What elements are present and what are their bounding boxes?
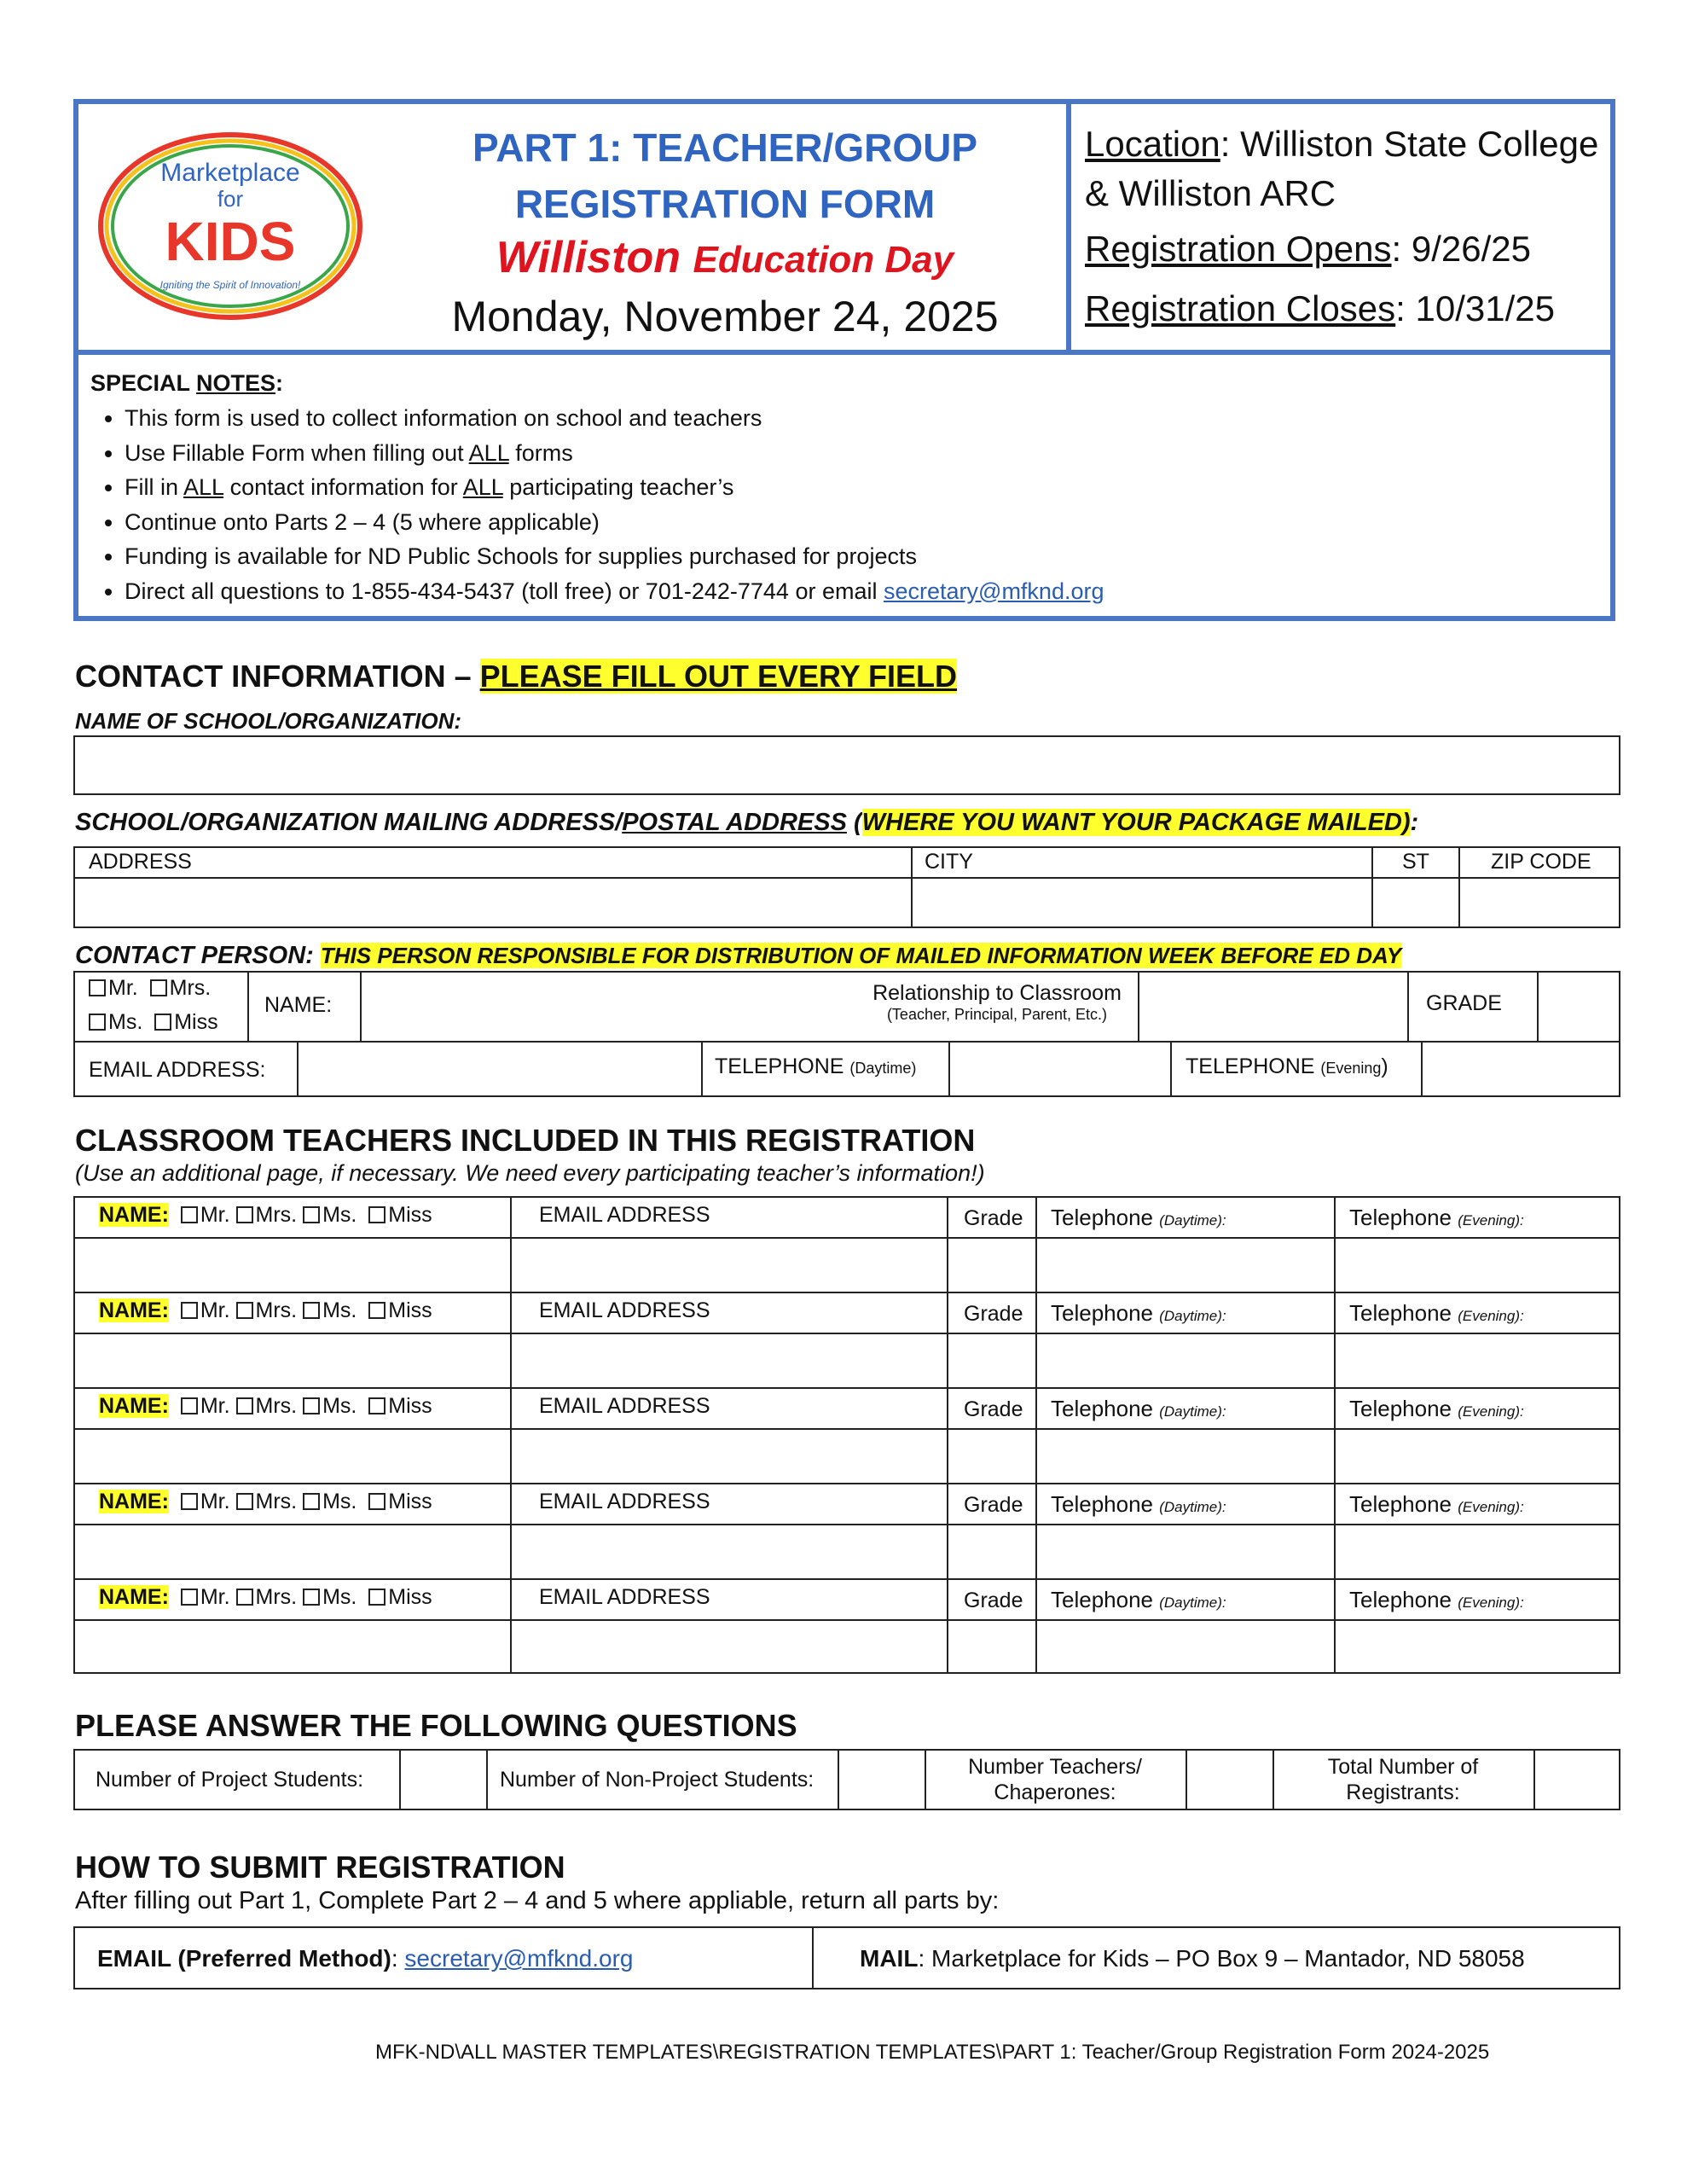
- teacher-grade-label: Grade: [964, 1589, 1023, 1612]
- miss-label: Miss: [388, 1394, 432, 1418]
- teacher-name-label: NAME:: [99, 1585, 169, 1609]
- teacher-email-label: EMAIL ADDRESS: [539, 1585, 710, 1609]
- email-label: EMAIL ADDRESS:: [89, 1058, 266, 1082]
- teacher-name-field[interactable]: [75, 1239, 508, 1292]
- grade-label: GRADE: [1426, 991, 1502, 1015]
- note-item: [125, 505, 1104, 540]
- tel-day-note: (Daytime):: [1159, 1403, 1226, 1420]
- mr-label: Mr.: [200, 1585, 230, 1609]
- notes-heading-b: NOTES: [196, 370, 276, 396]
- address-field[interactable]: [75, 879, 909, 926]
- teacher-email-field[interactable]: [512, 1334, 945, 1387]
- miss-checkbox[interactable]: [368, 1206, 386, 1223]
- submit-sub: After filling out Part 1, Complete Part 2 – 4 and 5 where appliable, return all parts by:: [75, 1887, 1000, 1914]
- location: [1085, 119, 1605, 218]
- registration-opens: [1085, 229, 1531, 270]
- teacher-name-header: [99, 1490, 432, 1514]
- logo-line3: KIDS: [165, 211, 296, 272]
- notes-heading-a: SPECIAL: [90, 370, 197, 396]
- event-date: Monday, November 24, 2025: [451, 293, 999, 340]
- title-line2: REGISTRATION FORM: [514, 182, 936, 226]
- miss-label: Miss: [174, 1010, 218, 1034]
- mr-checkbox[interactable]: [181, 1397, 198, 1414]
- email-colon: :: [391, 1945, 405, 1972]
- teachers-heading: CLASSROOM TEACHERS INCLUDED IN THIS REGISTRATION: [75, 1123, 976, 1158]
- teacher-tel-eve-label: [1349, 1587, 1524, 1613]
- teacher-row: [75, 1484, 1619, 1580]
- teacher-name-label: NAME:: [99, 1298, 169, 1322]
- logo-line2: for: [217, 186, 244, 212]
- teacher-tel-day-label: [1051, 1205, 1226, 1231]
- closes-value: : 10/31/25: [1395, 288, 1555, 328]
- questions-heading: PLEASE ANSWER THE FOLLOWING QUESTIONS: [75, 1708, 797, 1743]
- miss-checkbox[interactable]: [154, 1014, 171, 1031]
- teacher-tel-day-label: [1051, 1491, 1226, 1518]
- mail-label: MAIL: [860, 1945, 919, 1972]
- tel-day-label: [715, 1054, 916, 1079]
- mr-checkbox[interactable]: [181, 1302, 198, 1319]
- teacher-name-field[interactable]: [75, 1525, 508, 1578]
- ms-checkbox[interactable]: [303, 1493, 320, 1510]
- ms-checkbox[interactable]: [303, 1206, 320, 1223]
- q4-line2: Registrants:: [1346, 1780, 1460, 1804]
- mr-checkbox[interactable]: [181, 1493, 198, 1510]
- teacher-name-header: [99, 1585, 432, 1610]
- contact-person-highlight: THIS PERSON RESPONSIBLE FOR DISTRIBUTION OF MAILED INFORMATION WEEK BEFORE ED DAY: [320, 943, 1402, 968]
- mr-label: Mr.: [200, 1203, 230, 1227]
- tel-text: Telephone: [1051, 1491, 1160, 1517]
- salutation-row2: [89, 1010, 218, 1035]
- mr-checkbox[interactable]: [181, 1206, 198, 1223]
- teacher-tel-day-label: [1051, 1587, 1226, 1613]
- mrs-label: Mrs.: [255, 1203, 298, 1227]
- note-item: [125, 401, 1104, 436]
- teacher-tel-day-field[interactable]: [1037, 1239, 1332, 1292]
- special-notes-list: [85, 401, 1104, 608]
- tel-day-note: (Daytime):: [1159, 1212, 1226, 1228]
- q-teachers-chaperones: [925, 1754, 1186, 1805]
- relationship-sub: (Teacher, Principal, Parent, Etc.): [886, 1006, 1108, 1023]
- zip-col: ZIP CODE: [1491, 850, 1591, 874]
- tel-eve-label: [1186, 1054, 1388, 1079]
- logo-line1: Marketplace: [160, 159, 300, 187]
- mailing-address-label: [75, 809, 1418, 837]
- tel-text: Telephone: [1349, 1300, 1458, 1326]
- q3-line1: Number Teachers/: [968, 1755, 1142, 1779]
- teacher-name-header: [99, 1203, 432, 1228]
- note-text: ALL: [462, 474, 503, 500]
- tel-eve-note: (Evening: [1320, 1060, 1382, 1077]
- contact-heading-text: CONTACT INFORMATION –: [75, 659, 480, 694]
- header-divider: [1066, 99, 1071, 355]
- teacher-row: [75, 1198, 1619, 1293]
- teacher-grade-field[interactable]: [948, 1525, 1034, 1578]
- mrs-checkbox[interactable]: [236, 1302, 253, 1319]
- tel-day-note: (Daytime):: [1159, 1499, 1226, 1515]
- q-non-project-students: Number of Non-Project Students:: [500, 1768, 815, 1792]
- teacher-tel-eve-field[interactable]: [1336, 1430, 1619, 1483]
- teacher-tel-eve-field[interactable]: [1336, 1239, 1619, 1292]
- mrs-checkbox[interactable]: [236, 1493, 253, 1510]
- miss-checkbox[interactable]: [368, 1397, 386, 1414]
- mr-label: Mr.: [200, 1490, 230, 1513]
- mailing-text: POSTAL ADDRESS: [622, 809, 847, 836]
- marketplace-logo: [94, 128, 367, 324]
- school-name-field[interactable]: [73, 735, 1620, 795]
- teacher-row: [75, 1389, 1619, 1484]
- submit-heading: HOW TO SUBMIT REGISTRATION: [75, 1850, 565, 1885]
- contact-person-label: [75, 942, 1401, 970]
- mrs-checkbox[interactable]: [236, 1206, 253, 1223]
- teacher-row: [75, 1293, 1619, 1389]
- tel-day-note: (Daytime): [849, 1060, 917, 1077]
- submit-table: [73, 1926, 1620, 1989]
- note-item: [125, 539, 1104, 574]
- ms-label: Ms.: [322, 1490, 357, 1513]
- ms-label: Ms.: [322, 1203, 357, 1227]
- city-col: CITY: [925, 850, 973, 874]
- teacher-grade-label: Grade: [964, 1302, 1023, 1326]
- q-project-students: Number of Project Students:: [96, 1768, 364, 1792]
- q4-line1: Total Number of: [1327, 1755, 1479, 1779]
- miss-label: Miss: [388, 1203, 432, 1227]
- note-text: Direct all questions to 1-855-434-5437 (toll free) or 701-242-7744 or email: [125, 578, 884, 604]
- note-text: contact information for: [223, 474, 463, 500]
- note-text: Use Fillable Form when filling out: [125, 439, 469, 466]
- teacher-email-label: EMAIL ADDRESS: [539, 1394, 710, 1418]
- mrs-label: Mrs.: [255, 1585, 298, 1609]
- tel-day-note: (Daytime):: [1159, 1308, 1226, 1324]
- salutation-row1: [89, 976, 211, 1001]
- teacher-name-field[interactable]: [75, 1621, 508, 1674]
- teacher-grade-field[interactable]: [948, 1334, 1034, 1387]
- teacher-tel-day-field[interactable]: [1037, 1621, 1332, 1674]
- tel-eve-note: (Evening):: [1458, 1499, 1524, 1515]
- miss-label: Miss: [388, 1585, 432, 1609]
- tel-text: TELEPHONE: [1186, 1054, 1321, 1078]
- submit-email: [97, 1945, 634, 1972]
- teacher-email-field[interactable]: [512, 1525, 945, 1578]
- teacher-name-header: [99, 1394, 432, 1419]
- tel-eve-close: ): [1381, 1054, 1388, 1078]
- teacher-tel-eve-field[interactable]: [1336, 1334, 1619, 1387]
- relationship-label: [856, 981, 1138, 1024]
- mail-address: : Marketplace for Kids – PO Box 9 – Mantador, ND 58058: [918, 1945, 1525, 1972]
- notes-heading-c: :: [275, 370, 284, 396]
- note-text: forms: [508, 439, 573, 466]
- tel-text: Telephone: [1051, 1587, 1160, 1612]
- contact-person-table: [73, 971, 1620, 1097]
- contact-heading: [75, 659, 957, 694]
- teacher-tel-day-field[interactable]: [1037, 1334, 1332, 1387]
- tel-text: TELEPHONE: [715, 1054, 850, 1078]
- miss-checkbox[interactable]: [368, 1493, 386, 1510]
- title-line1: PART 1: TEACHER/GROUP: [472, 125, 978, 170]
- ms-label: Ms.: [322, 1394, 357, 1418]
- teacher-name-field[interactable]: [75, 1430, 508, 1483]
- mr-checkbox[interactable]: [181, 1589, 198, 1606]
- submit-email-link[interactable]: secretary@mfknd.org: [404, 1945, 634, 1972]
- teacher-tel-eve-label: [1349, 1396, 1524, 1422]
- teacher-grade-label: Grade: [964, 1206, 1023, 1230]
- address-col: ADDRESS: [89, 850, 192, 874]
- teacher-row: [75, 1580, 1619, 1676]
- secretary-email-link[interactable]: secretary@mfknd.org: [884, 578, 1104, 604]
- address-table: [73, 846, 1620, 928]
- contact-email-field[interactable]: [299, 1043, 699, 1095]
- mr-label: Mr.: [200, 1394, 230, 1418]
- mrs-checkbox[interactable]: [150, 979, 167, 996]
- teacher-grade-label: Grade: [964, 1397, 1023, 1421]
- miss-checkbox[interactable]: [368, 1302, 386, 1319]
- ms-label: Ms.: [322, 1298, 357, 1322]
- non-project-students-field[interactable]: [839, 1751, 925, 1809]
- email-method-label: EMAIL (Preferred Method): [97, 1945, 391, 1972]
- q-total-registrants: [1272, 1754, 1533, 1805]
- teacher-tel-day-field[interactable]: [1037, 1430, 1332, 1483]
- submit-mail: [860, 1945, 1525, 1972]
- teacher-grade-field[interactable]: [948, 1621, 1034, 1674]
- tel-eve-field[interactable]: [1423, 1043, 1619, 1095]
- closes-label: Registration Closes: [1085, 288, 1396, 328]
- teacher-email-label: EMAIL ADDRESS: [539, 1490, 710, 1513]
- ms-checkbox[interactable]: [303, 1302, 320, 1319]
- teacher-name-label: NAME:: [99, 1490, 169, 1513]
- mailing-text: SCHOOL/ORGANIZATION MAILING ADDRESS/: [75, 809, 623, 836]
- ms-label: Ms.: [108, 1010, 143, 1034]
- miss-label: Miss: [388, 1298, 432, 1322]
- teacher-email-label: EMAIL ADDRESS: [539, 1298, 710, 1322]
- location-value: : Williston State College & Williston ARC: [1085, 124, 1599, 213]
- ms-checkbox[interactable]: [89, 1014, 106, 1031]
- tel-eve-note: (Evening):: [1458, 1403, 1524, 1420]
- grade-field[interactable]: [1539, 973, 1619, 1039]
- name-label: NAME:: [264, 993, 333, 1017]
- state-col: ST: [1402, 850, 1429, 874]
- mailing-text: (: [846, 809, 862, 836]
- tel-text: Telephone: [1051, 1396, 1160, 1421]
- registration-closes: [1085, 288, 1555, 329]
- project-students-field[interactable]: [401, 1751, 486, 1809]
- q3-line2: Chaperones:: [994, 1780, 1116, 1804]
- mrs-label: Mrs.: [255, 1490, 298, 1513]
- special-notes-heading: [90, 370, 283, 397]
- location-label: Location: [1085, 124, 1220, 164]
- teacher-grade-label: Grade: [964, 1493, 1023, 1517]
- logo-tagline: Igniting the Spirit of Innovation!: [159, 279, 301, 291]
- city-field[interactable]: [913, 879, 1370, 926]
- tel-eve-note: (Evening):: [1458, 1594, 1524, 1611]
- tel-text: Telephone: [1349, 1587, 1458, 1612]
- note-item: [125, 470, 1104, 505]
- teacher-email-label: EMAIL ADDRESS: [539, 1203, 710, 1227]
- teacher-name-label: NAME:: [99, 1394, 169, 1418]
- teacher-grade-field[interactable]: [948, 1239, 1034, 1292]
- note-text: participating teacher’s: [502, 474, 734, 500]
- mailing-highlight: WHERE YOU WANT YOUR PACKAGE MAILED): [861, 809, 1411, 836]
- note-text: Continue onto Parts 2 – 4 (5 where applicable): [125, 508, 600, 535]
- mailing-text: :: [1410, 809, 1419, 836]
- teacher-email-field[interactable]: [512, 1621, 945, 1674]
- teacher-name-field[interactable]: [75, 1334, 508, 1387]
- teacher-tel-day-label: [1051, 1300, 1226, 1327]
- mr-label: Mr.: [108, 976, 138, 1000]
- relationship-text: Relationship to Classroom: [872, 981, 1122, 1005]
- teacher-tel-eve-field[interactable]: [1336, 1621, 1619, 1674]
- teacher-tel-eve-label: [1349, 1205, 1524, 1231]
- mrs-label: Mrs.: [255, 1298, 298, 1322]
- teacher-name-header: [99, 1298, 432, 1323]
- teacher-email-field[interactable]: [512, 1430, 945, 1483]
- note-text: ALL: [468, 439, 509, 466]
- form-title: [392, 119, 1058, 232]
- teachers-sub: (Use an additional page, if necessary. We need every participating teacher’s information!): [75, 1160, 985, 1186]
- state-field[interactable]: [1373, 879, 1457, 926]
- miss-checkbox[interactable]: [368, 1589, 386, 1606]
- total-registrants-field[interactable]: [1535, 1751, 1619, 1809]
- teachers-table: [73, 1196, 1620, 1674]
- tel-day-field[interactable]: [950, 1043, 1168, 1095]
- note-item: [125, 436, 1104, 471]
- event-city: Williston: [496, 233, 681, 282]
- tel-text: Telephone: [1349, 1396, 1458, 1421]
- teacher-tel-eve-label: [1349, 1300, 1524, 1327]
- mr-checkbox[interactable]: [89, 979, 106, 996]
- relationship-field[interactable]: [1139, 973, 1406, 1039]
- teacher-tel-day-field[interactable]: [1037, 1525, 1332, 1578]
- event-name: Education Day: [693, 239, 954, 281]
- mrs-checkbox[interactable]: [236, 1397, 253, 1414]
- opens-label: Registration Opens: [1085, 229, 1392, 269]
- mrs-checkbox[interactable]: [236, 1589, 253, 1606]
- mr-label: Mr.: [200, 1298, 230, 1322]
- opens-value: : 9/26/25: [1391, 229, 1531, 269]
- teacher-tel-eve-field[interactable]: [1336, 1525, 1619, 1578]
- ms-checkbox[interactable]: [303, 1589, 320, 1606]
- tel-text: Telephone: [1051, 1300, 1160, 1326]
- teacher-name-label: NAME:: [99, 1203, 169, 1227]
- note-text: Fill in: [125, 474, 184, 500]
- contact-heading-highlight: PLEASE FILL OUT EVERY FIELD: [479, 659, 958, 694]
- note-text: ALL: [183, 474, 224, 500]
- tel-eve-note: (Evening):: [1458, 1212, 1524, 1228]
- tel-day-note: (Daytime):: [1159, 1594, 1226, 1611]
- footer-path: MFK-ND\ALL MASTER TEMPLATES\REGISTRATION TEMPLATES\PART 1: Teacher/Group Registration Form 2024-2025: [375, 2041, 1490, 2064]
- teacher-tel-day-label: [1051, 1396, 1226, 1422]
- ms-label: Ms.: [322, 1585, 357, 1609]
- event-title: [392, 232, 1058, 283]
- note-item: [125, 574, 1104, 609]
- zip-field[interactable]: [1460, 879, 1619, 926]
- questions-table: [73, 1749, 1620, 1810]
- teacher-tel-eve-label: [1349, 1491, 1524, 1518]
- tel-text: Telephone: [1051, 1205, 1160, 1230]
- mrs-label: Mrs.: [169, 976, 212, 1000]
- tel-text: Telephone: [1349, 1491, 1458, 1517]
- header-divider: [73, 350, 1615, 355]
- contact-person-text: CONTACT PERSON:: [75, 942, 321, 969]
- school-name-label: NAME OF SCHOOL/ORGANIZATION:: [75, 708, 462, 734]
- mrs-label: Mrs.: [255, 1394, 298, 1418]
- tel-eve-note: (Evening):: [1458, 1308, 1524, 1324]
- teachers-chaperones-field[interactable]: [1187, 1751, 1272, 1809]
- miss-label: Miss: [388, 1490, 432, 1513]
- tel-text: Telephone: [1349, 1205, 1458, 1230]
- teacher-email-field[interactable]: [512, 1239, 945, 1292]
- teacher-grade-field[interactable]: [948, 1430, 1034, 1483]
- note-text: This form is used to collect information on school and teachers: [125, 405, 762, 431]
- note-text: Funding is available for ND Public Schools for supplies purchased for projects: [125, 543, 917, 569]
- ms-checkbox[interactable]: [303, 1397, 320, 1414]
